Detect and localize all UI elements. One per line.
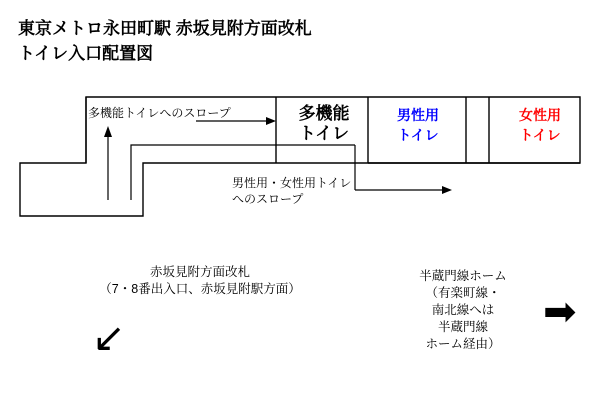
caption-platform-line-3: 南北線へは [431, 303, 495, 317]
arrow-to-ticket-gate-icon: ↙ [92, 316, 126, 360]
annotation-slope-mf-line-1: 男性用・女性用トイレ [232, 176, 352, 190]
caption-ticket-gate-line-1: 赤坂見附方面改札 [149, 265, 250, 279]
slope-multi-arrowhead [104, 126, 112, 137]
room-label-multipurpose-line-1: 多機能 [298, 104, 350, 123]
room-label-multipurpose-toilet [282, 104, 366, 144]
annotation-slope-to-multipurpose: 多機能トイレへのスロープ [88, 106, 231, 120]
caption-platform-line-2: （有楽町線・ [425, 286, 501, 300]
room-label-male-line-2: トイレ [397, 127, 439, 143]
room-label-female-line-2: トイレ [519, 127, 561, 143]
slope-mf-arrowhead [442, 186, 452, 194]
page-title-line-1: 東京メトロ永田町駅 赤坂見附方面改札 [18, 19, 312, 38]
arrow-to-platform-icon: ➡ [543, 290, 577, 334]
room-label-female-toilet [494, 105, 586, 145]
caption-platform-line-1: 半蔵門線ホーム [419, 269, 507, 283]
caption-platform-line-5: ホーム経由） [425, 337, 501, 351]
annotation-slope-to-male-female [232, 175, 351, 207]
annotation-slope-mf-line-2: へのスロープ [232, 192, 304, 206]
caption-platform-line-4: 半蔵門線 [437, 320, 488, 334]
room-label-multipurpose-line-2: トイレ [298, 124, 350, 143]
caption-hanzomon-line-platform [388, 268, 538, 353]
caption-ticket-gate-line-2: （7・8番出入口、赤坂見附駅方面） [99, 282, 301, 296]
room-label-male-toilet [372, 105, 464, 145]
slope-multi-entry-arrowhead [266, 117, 276, 125]
caption-ticket-gate [60, 264, 340, 298]
room-label-male-line-1: 男性用 [397, 107, 439, 123]
page-title-line-2: トイレ入口配置図 [18, 44, 154, 63]
room-label-female-line-1: 女性用 [519, 107, 561, 123]
